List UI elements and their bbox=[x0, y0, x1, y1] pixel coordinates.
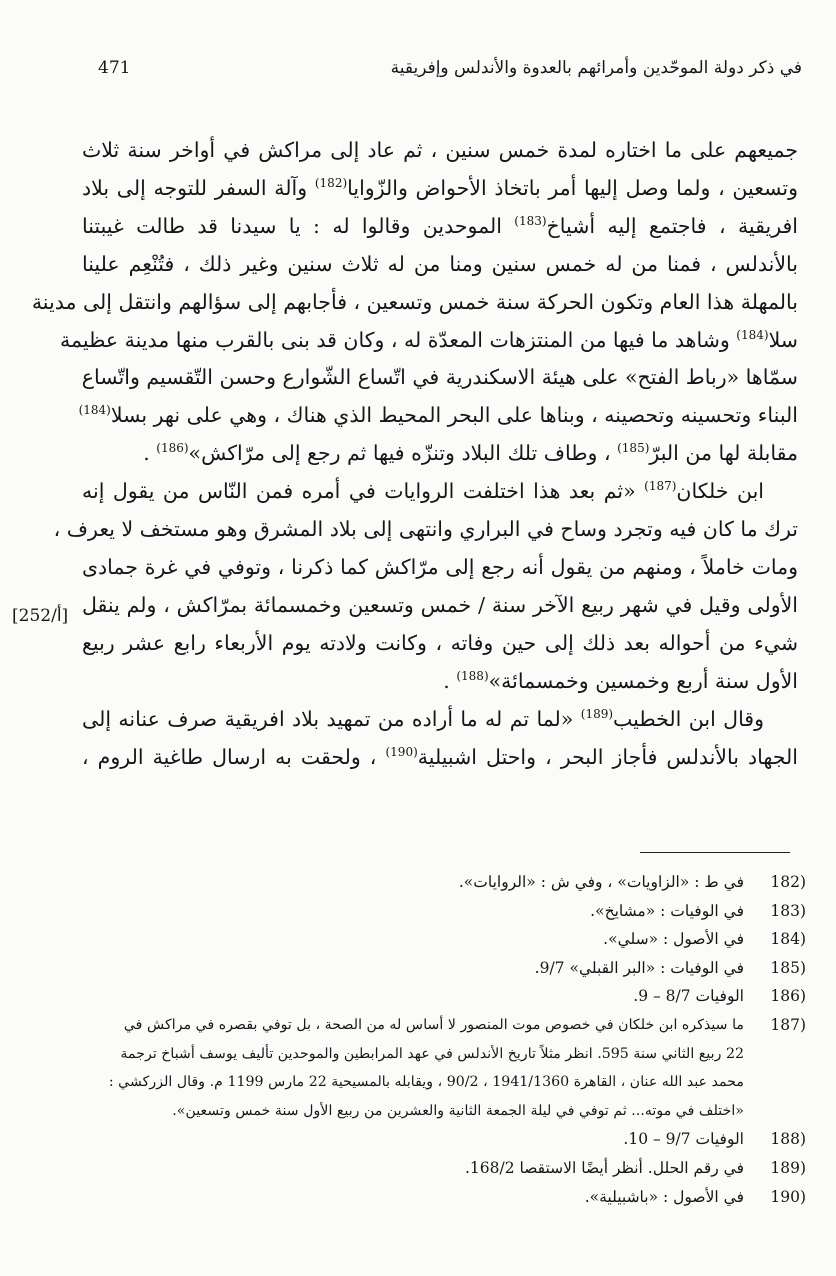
text-line: بالمهلة هذا العام وتكون الحركة سنة خمس وتسعين ، فأجابهم إلى سؤالهم وانتقل إلى مدينة bbox=[31, 289, 798, 314]
footnote-185 bbox=[76, 954, 806, 983]
footnote-text: «اختلف في موته... ثم توفي في ليلة الجمعة الثانية والعشرين من ربيع الأول سنة خمس وتسعين». bbox=[172, 1102, 744, 1119]
running-header: في ذكر دولة الموحّدين وأمرائهم بالعدوة والأندلس وإفريقية bbox=[390, 58, 802, 78]
footnote-reference: (186) bbox=[156, 441, 189, 456]
text-line: وتسعين ، ولما وصل إليها أمر باتخاذ الأحواض والزّوايا$^{(182)}$ وآلة السفر للتوجه إلى بلاد bbox=[82, 175, 798, 200]
text-line: الأولى وقيل في شهر ربيع الآخر سنة / خمس وتسعين وخمسمائة بمرّاكش ، ولم ينقل bbox=[82, 592, 798, 617]
footnote-number: 184) bbox=[770, 930, 806, 949]
footnote-reference: (185) bbox=[617, 441, 650, 456]
paragraph-2 bbox=[53, 473, 798, 700]
footnotes bbox=[76, 868, 806, 1211]
text-line: ترك ما كان فيه وتجرد وساح في البراري وانتهى إلى بلاد المشرق وهو مستخف لا يعرف ، bbox=[53, 517, 798, 542]
text-line: ابن خلكان$^{(187)}$ «ثم بعد هذا اختلفت الروايات في أمره فمن النّاس من يقول إنه bbox=[82, 479, 764, 504]
text-line: ومات خاملاً ، ومنهم من يقول أنه رجع إلى مرّاكش كما ذكرنا ، وتوفي في غرة جمادى bbox=[82, 554, 798, 579]
footnote-189 bbox=[76, 1154, 806, 1183]
text-line: شيء من أحواله بعد ذلك إلى حين وفاته ، وكانت ولادته يوم الأربعاء رابع عشر ربيع bbox=[82, 630, 798, 655]
footnote-190 bbox=[76, 1183, 806, 1212]
footnote-reference: (190) bbox=[385, 744, 418, 759]
footnote-number: 189) bbox=[770, 1158, 806, 1177]
footnote-text: الوفيات 8/7 – 9. bbox=[633, 987, 744, 1006]
footnote-186 bbox=[76, 982, 806, 1011]
text-line: وقال ابن الخطيب$^{(189)}$ «لما تم له ما أراده من تمهيد بلاد افريقية صرف عنانه إلى bbox=[82, 706, 765, 731]
footnote-number: 190) bbox=[770, 1187, 806, 1206]
text-line: افريقية ، فاجتمع إليه أشياخ$^{(183)}$ الموحدين وقالوا له : يا سيدنا قد طالت غيبتنا bbox=[82, 213, 798, 238]
footnote-188 bbox=[76, 1125, 806, 1154]
footnote-reference: (183) bbox=[514, 213, 547, 228]
footnote-number: 186) bbox=[770, 987, 806, 1006]
text-line: بالأندلس ، فمنا من له خمس سنين ومنا من له ثلاث سنين وغير ذلك ، فتُنْعِم علينا bbox=[82, 251, 798, 276]
footnote-number: 187) bbox=[770, 1015, 806, 1034]
paragraph-3 bbox=[82, 701, 798, 777]
footnote-reference: (187) bbox=[644, 479, 677, 494]
footnote-reference: (182) bbox=[314, 176, 348, 191]
footnote-text: في الوفيات : «مشايخ». bbox=[590, 901, 744, 920]
footnote-reference: (184) bbox=[736, 327, 769, 342]
text-line: مقابلة لها من البرّ$^{(185)}$ ، وطاف تلك البلاد وتنزّه فيها ثم رجع إلى مرّاكش»$^{(186)}$ . bbox=[143, 441, 798, 466]
footnote-184 bbox=[76, 925, 806, 954]
footnote-182 bbox=[76, 868, 806, 897]
footnote-reference: (189) bbox=[580, 706, 614, 721]
footnote-187 bbox=[76, 1011, 806, 1125]
footnote-text: في الوفيات : «البر القبلي» 9/7. bbox=[534, 958, 744, 977]
paragraph-1 bbox=[31, 132, 798, 473]
text-line: الأول سنة أربع وخمسين وخمسمائة»$^{(188)}$ . bbox=[443, 668, 798, 693]
footnote-text: في ط : «الزاويات» ، وفي ش : «الروايات». bbox=[458, 873, 744, 891]
footnote-number: 183) bbox=[770, 901, 806, 920]
footnote-text: الوفيات 9/7 – 10. bbox=[623, 1130, 744, 1149]
footnote-text: في رقم الحلل. أنظر أيضًا الاستقصا 168/2. bbox=[464, 1158, 744, 1177]
footnote-183 bbox=[76, 897, 806, 926]
footnote-text: محمد عبد الله عنان ، القاهرة 1941/1360 ، 90/2 ، ويقابله بالمسيحية 22 مارس 1199 م. وقال الزركشي : bbox=[108, 1074, 744, 1091]
page-number: 471 bbox=[98, 58, 131, 78]
footnote-separator bbox=[640, 852, 790, 853]
footnote-text: 22 ربيع الثاني سنة 595. انظر مثلاً تاريخ الأندلس في عهد المرابطين والموحدين تأليف يوسف أشباخ ترجمة bbox=[120, 1045, 744, 1062]
footnote-reference: (188) bbox=[456, 668, 489, 683]
footnote-number: 185) bbox=[770, 958, 806, 977]
footnote-text: في الأصول : «سلي». bbox=[603, 930, 744, 949]
text-line: سمّاها «رباط الفتح» على هيئة الاسكندرية في اتّساع الشّوارع وحسن التّقسيم واتّساع bbox=[81, 365, 798, 390]
text-line: البناء وتحسينه وتحصينه ، وبناها على البحر المحيط الذي هناك ، وهي على نهر بسلا$^{(184)}$ bbox=[78, 403, 798, 428]
footnote-number: 182) bbox=[770, 873, 806, 891]
footnote-text: في الأصول : «باشبيلية». bbox=[584, 1187, 744, 1206]
text-line: الجهاد بالأندلس فأجاز البحر ، واحتل اشبيلية$^{(190)}$ ، ولحقت به ارسال طاغية الروم ، bbox=[82, 744, 798, 769]
footnote-number: 188) bbox=[770, 1130, 806, 1149]
footnote-text: ما سيذكره ابن خلكان في خصوص موت المنصور لا أساس له من الصحة ، بل توفي بقصره في مراكش في bbox=[123, 1016, 744, 1033]
text-line: سلا$^{(184)}$ وشاهد ما فيها من المنتزهات المعدّة له ، وكان قد بنى بالقرب منها مدينة عظيمة bbox=[60, 327, 798, 352]
text-line: جميعهم على ما اختاره لمدة خمس سنين ، ثم عاد إلى مراكش في أواخر سنة ثلاث bbox=[82, 138, 798, 162]
folio-margin-note: [252/أ] bbox=[12, 606, 69, 626]
footnote-reference: (184) bbox=[78, 403, 111, 418]
